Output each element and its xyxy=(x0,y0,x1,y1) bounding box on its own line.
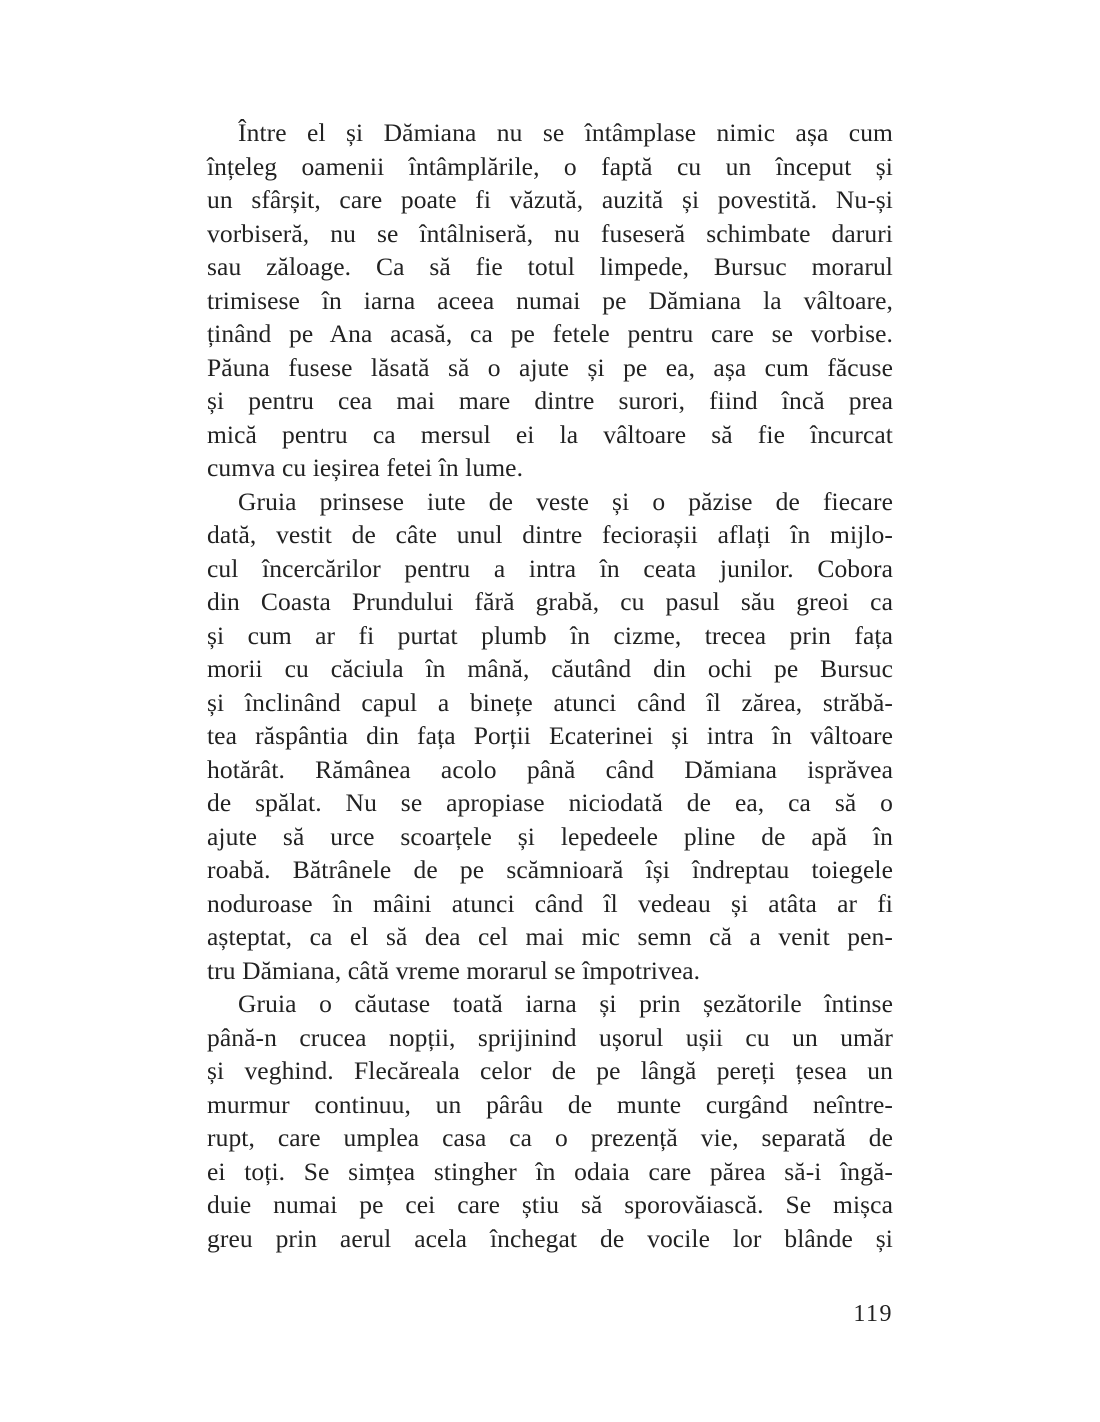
text-line: ei toți. Se simțea stingher în odaia care părea să-i îngă- xyxy=(207,1156,893,1186)
text-line: tea răspântia din fața Porții Ecaterinei și intra în vâltoare xyxy=(207,721,893,750)
text-line: și înclinând capul a binețe atunci când îl zărea, străbă- xyxy=(207,687,893,717)
text-line: de spălat. Nu se apropiase niciodată de ea, ca să o xyxy=(207,788,893,817)
text-line: și pentru cea mai mare dintre surori, fiind încă prea xyxy=(207,386,893,415)
text-line: așteptat, ca el să dea cel mai mic semn că a venit pen- xyxy=(207,922,893,951)
paragraph xyxy=(207,485,893,988)
text-line: roabă. Bătrânele de pe scămnioară își îndreptau toiegele xyxy=(207,855,893,884)
text-line: Între el și Dămiana nu se întâmplase nimic așa cum xyxy=(238,118,893,147)
text-line: ținând pe Ana acasă, ca pe fetele pentru care se vorbise. xyxy=(207,319,893,348)
page-text xyxy=(207,116,893,1255)
text-line: Păuna fusese lăsată să o ajute și pe ea, așa cum făcuse xyxy=(207,352,893,382)
text-line: ajute să urce scoarțele și lepedeele pline de apă în xyxy=(207,821,893,851)
text-line: hotărât. Rămânea acolo până când Dămiana isprăvea xyxy=(207,754,893,784)
text-line: înțeleg oamenii întâmplările, o faptă cu un început și xyxy=(207,151,893,181)
page-number: 119 xyxy=(853,1301,893,1327)
paragraph xyxy=(207,116,893,485)
text-line: din Coasta Prundului fără grabă, cu pasul său greoi ca xyxy=(207,587,893,616)
text-line: tru Dămiana, câtă vreme morarul se împotrivea. xyxy=(207,955,701,985)
text-line: murmur continuu, un pârâu de munte curgând neîntre- xyxy=(207,1089,893,1119)
text-line: rupt, care umplea casa ca o prezență vie, separată de xyxy=(207,1123,893,1152)
text-line: un sfârșit, care poate fi văzută, auzită și povestită. Nu-și xyxy=(207,185,893,214)
text-line: Gruia o căutase toată iarna și prin șezătorile întinse xyxy=(238,989,893,1018)
text-line: greu prin aerul acela închegat de vocile lor blânde și xyxy=(207,1223,893,1253)
text-line: dată, vestit de câte unul dintre feciorașii aflați în mijlo- xyxy=(207,520,893,549)
text-line: până-n crucea nopții, sprijinind ușorul ușii cu un umăr xyxy=(207,1022,893,1052)
text-line: trimisese în iarna aceea numai pe Dămiana la vâltoare, xyxy=(207,285,893,315)
paragraph xyxy=(207,987,893,1255)
text-line: morii cu căciula în mână, căutând din ochi pe Bursuc xyxy=(207,654,893,683)
text-line: cul încercărilor pentru a intra în ceata junilor. Cobora xyxy=(207,553,893,583)
text-line: și cum ar fi purtat plumb în cizme, trecea prin fața xyxy=(207,620,893,650)
text-line: Gruia prinsese iute de veste și o păzise de fiecare xyxy=(238,486,893,516)
text-line: vorbiseră, nu se întâlniseră, nu fuseseră schimbate daruri xyxy=(207,218,893,248)
text-line: noduroase în mâini atunci când îl vedeau și atâta ar fi xyxy=(207,888,893,918)
text-line: mică pentru ca mersul ei la vâltoare să fie încurcat xyxy=(207,419,893,449)
text-line: și veghind. Flecăreala celor de pe lângă pereți țesea un xyxy=(207,1056,893,1085)
text-line: duie numai pe cei care știu să sporovăiască. Se mișca xyxy=(207,1190,893,1219)
text-line: cumva cu ieșirea fetei în lume. xyxy=(207,453,524,482)
text-line: sau zăloage. Ca să fie totul limpede, Bursuc morarul xyxy=(207,252,893,281)
